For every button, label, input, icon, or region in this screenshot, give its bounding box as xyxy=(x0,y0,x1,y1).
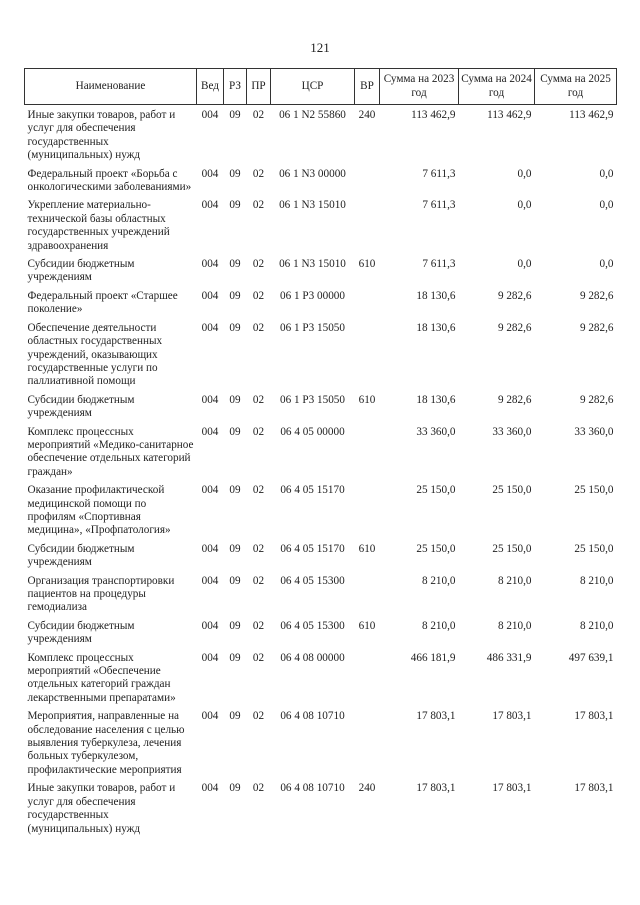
cell-sum-2024: 9 282,6 xyxy=(497,289,532,302)
cell-sum-2025: 9 282,6 xyxy=(579,289,614,302)
cell-pr: 02 xyxy=(252,619,265,632)
cell-sum-2025: 8 210,0 xyxy=(579,619,614,632)
cell-rz: 09 xyxy=(229,484,241,497)
cell-rz: 09 xyxy=(229,258,241,271)
table-row xyxy=(25,426,617,485)
cell-vr: 240 xyxy=(358,109,376,121)
cell-name: Субсидии бюджетным учреждениям xyxy=(27,258,135,284)
cell-rz: 09 xyxy=(229,199,241,212)
cell-sum-2024: 17 803,1 xyxy=(492,782,532,795)
cell-sum-2023: 18 130,6 xyxy=(416,289,456,302)
cell-sum-2024: 8 210,0 xyxy=(497,619,532,632)
cell-pr: 02 xyxy=(252,321,265,334)
table-row xyxy=(25,652,617,711)
table-row xyxy=(25,290,617,322)
cell-name: Организация транспортировки пациентов на процедуры гемодиализа xyxy=(27,574,175,614)
table-row xyxy=(25,710,617,782)
cell-sum-2023: 17 803,1 xyxy=(416,710,456,723)
table-row xyxy=(25,543,617,575)
cell-sum-2024: 25 150,0 xyxy=(492,542,532,555)
cell-name: Обеспечение деятельности областных государственных учреждений, оказывающих государственные услуги по паллиативной помощи xyxy=(27,321,163,388)
cell-rz: 09 xyxy=(229,574,241,587)
cell-csr: 06 4 05 15300 xyxy=(280,619,345,632)
cell-sum-2023: 18 130,6 xyxy=(416,393,456,406)
cell-rz: 09 xyxy=(229,710,241,723)
cell-name: Иные закупки товаров, работ и услуг для обеспечения государственных (муниципальных) нужд xyxy=(27,782,176,835)
cell-csr: 06 1 P3 15050 xyxy=(280,393,345,406)
cell-vr xyxy=(355,322,380,394)
cell-csr: 06 4 05 15300 xyxy=(280,574,345,587)
header-sum-2024: Сумма на 2024 год xyxy=(459,69,535,105)
cell-sum-2025: 17 803,1 xyxy=(574,710,614,723)
cell-name: Оказание профилактической медицинской помощи по профилям «Спортивная медицина», «Профпатология» xyxy=(27,484,171,537)
budget-table xyxy=(24,68,617,841)
page-number: 121 xyxy=(310,40,330,55)
table-header-row xyxy=(25,69,617,105)
cell-csr: 06 1 N3 00000 xyxy=(279,167,346,180)
table-row xyxy=(25,575,617,620)
cell-pr: 02 xyxy=(252,289,265,302)
cell-pr: 02 xyxy=(252,167,265,180)
cell-sum-2023: 113 462,9 xyxy=(411,109,456,121)
cell-name: Субсидии бюджетным учреждениям xyxy=(27,393,135,420)
cell-pr: 02 xyxy=(252,393,265,406)
cell-sum-2024: 9 282,6 xyxy=(497,321,532,334)
cell-csr: 06 4 08 10710 xyxy=(280,710,345,723)
cell-rz: 09 xyxy=(229,321,241,334)
cell-rz: 09 xyxy=(229,393,241,406)
cell-vr xyxy=(355,168,380,200)
cell-ved: 004 xyxy=(201,542,219,555)
cell-pr: 02 xyxy=(252,710,265,723)
cell-pr: 02 xyxy=(252,199,265,212)
cell-ved: 004 xyxy=(201,258,219,271)
cell-vr: 610 xyxy=(358,542,376,555)
cell-ved: 004 xyxy=(201,167,219,180)
cell-ved: 004 xyxy=(201,289,219,302)
cell-csr: 06 1 P3 00000 xyxy=(280,289,345,302)
cell-sum-2025: 0,0 xyxy=(599,199,614,212)
cell-ved: 004 xyxy=(201,619,219,632)
cell-ved: 004 xyxy=(201,574,219,587)
cell-ved: 004 xyxy=(201,425,219,438)
cell-vr xyxy=(355,290,380,322)
cell-rz: 09 xyxy=(229,109,241,121)
cell-name: Субсидии бюджетным учреждениям xyxy=(27,619,135,646)
cell-sum-2025: 9 282,6 xyxy=(579,321,614,334)
cell-vr xyxy=(355,575,380,620)
cell-pr: 02 xyxy=(252,484,265,497)
cell-sum-2025: 9 282,6 xyxy=(579,393,614,406)
cell-pr: 02 xyxy=(252,574,265,587)
cell-name: Укрепление материально-технической базы областных государственных учреждений здравоохранения xyxy=(27,199,170,252)
table-row xyxy=(25,620,617,652)
cell-vr: 610 xyxy=(358,258,376,271)
cell-name: Мероприятия, направленные на обследование населения с целью выявления туберкулеза, лечения больных туберкулезом, профилактические мероприятия xyxy=(27,710,185,776)
cell-vr xyxy=(355,710,380,782)
cell-ved: 004 xyxy=(201,710,219,723)
cell-vr: 240 xyxy=(358,782,376,795)
cell-name: Комплекс процессных мероприятий «Обеспечение отдельных категорий граждан лекарственными препаратами» xyxy=(27,651,176,704)
cell-rz: 09 xyxy=(229,289,241,302)
table-row xyxy=(25,199,617,258)
cell-sum-2024: 0,0 xyxy=(517,258,532,271)
table-row xyxy=(25,322,617,394)
cell-rz: 09 xyxy=(229,542,241,555)
cell-sum-2024: 33 360,0 xyxy=(492,425,532,438)
cell-ved: 004 xyxy=(201,782,219,795)
cell-pr: 02 xyxy=(252,542,265,555)
cell-name: Федеральный проект «Борьба с онкологическими заболеваниями» xyxy=(27,167,192,194)
table-row xyxy=(25,484,617,543)
cell-pr: 02 xyxy=(252,109,265,121)
cell-sum-2024: 25 150,0 xyxy=(492,484,532,497)
cell-vr xyxy=(355,484,380,543)
cell-sum-2023: 25 150,0 xyxy=(416,542,456,555)
cell-rz: 09 xyxy=(229,425,241,438)
cell-csr: 06 4 05 00000 xyxy=(280,425,345,438)
cell-sum-2023: 33 360,0 xyxy=(416,425,456,438)
cell-pr: 02 xyxy=(252,425,265,438)
cell-sum-2023: 8 210,0 xyxy=(421,619,456,632)
cell-sum-2024: 8 210,0 xyxy=(497,574,532,587)
cell-rz: 09 xyxy=(229,651,241,664)
table-row xyxy=(25,105,617,168)
header-sum-2023: Сумма на 2023 год xyxy=(380,69,459,105)
cell-sum-2023: 466 181,9 xyxy=(410,651,456,664)
header-name: Наименование xyxy=(25,69,197,105)
cell-sum-2024: 113 462,9 xyxy=(487,109,532,121)
cell-sum-2024: 486 331,9 xyxy=(486,651,532,664)
cell-sum-2025: 17 803,1 xyxy=(574,782,614,795)
cell-sum-2025: 0,0 xyxy=(599,258,614,271)
cell-csr: 06 4 08 00000 xyxy=(280,651,345,664)
cell-sum-2023: 17 803,1 xyxy=(416,782,456,795)
cell-csr: 06 4 08 10710 xyxy=(280,782,345,795)
cell-csr: 06 1 N3 15010 xyxy=(279,258,346,271)
cell-sum-2023: 7 611,3 xyxy=(422,199,456,212)
cell-sum-2025: 33 360,0 xyxy=(574,425,614,438)
cell-csr: 06 1 N2 55860 xyxy=(279,109,346,121)
cell-pr: 02 xyxy=(252,782,265,795)
cell-name: Субсидии бюджетным учреждениям xyxy=(27,542,135,569)
cell-vr xyxy=(355,426,380,485)
cell-ved: 004 xyxy=(201,393,219,406)
header-csr: ЦСР xyxy=(271,69,355,105)
cell-pr: 02 xyxy=(252,258,265,271)
cell-pr: 02 xyxy=(252,651,265,664)
cell-vr xyxy=(355,652,380,711)
header-pr: ПР xyxy=(247,69,271,105)
cell-sum-2023: 7 611,3 xyxy=(422,167,456,180)
header-ved: Вед xyxy=(197,69,224,105)
cell-csr: 06 4 05 15170 xyxy=(280,484,345,497)
cell-sum-2023: 8 210,0 xyxy=(421,574,456,587)
cell-csr: 06 1 P3 15050 xyxy=(280,321,345,334)
cell-sum-2024: 17 803,1 xyxy=(492,710,532,723)
header-sum-2025: Сумма на 2025 год xyxy=(535,69,617,105)
cell-sum-2025: 25 150,0 xyxy=(574,484,614,497)
cell-sum-2025: 25 150,0 xyxy=(574,542,614,555)
cell-sum-2023: 18 130,6 xyxy=(416,321,456,334)
cell-ved: 004 xyxy=(201,484,219,497)
table-row xyxy=(25,258,617,290)
cell-ved: 004 xyxy=(201,199,219,212)
cell-rz: 09 xyxy=(229,782,241,795)
cell-rz: 09 xyxy=(229,619,241,632)
cell-sum-2023: 7 611,3 xyxy=(422,258,456,271)
cell-csr: 06 4 05 15170 xyxy=(280,542,345,555)
cell-name: Комплекс процессных мероприятий «Медико-санитарное обеспечение отдельных категорий граждан» xyxy=(27,425,194,478)
cell-vr xyxy=(355,199,380,258)
cell-vr: 610 xyxy=(358,619,376,632)
table-row xyxy=(25,394,617,426)
cell-sum-2025: 497 639,1 xyxy=(568,651,614,664)
cell-csr: 06 1 N3 15010 xyxy=(279,199,346,212)
cell-rz: 09 xyxy=(229,167,241,180)
cell-ved: 004 xyxy=(201,321,219,334)
table-row xyxy=(25,168,617,200)
cell-sum-2025: 113 462,9 xyxy=(569,109,614,121)
cell-sum-2024: 9 282,6 xyxy=(497,393,532,406)
cell-name: Иные закупки товаров, работ и услуг для обеспечения государственных (муниципальных) нужд xyxy=(27,109,176,162)
header-rz: РЗ xyxy=(224,69,247,105)
cell-ved: 004 xyxy=(201,109,219,121)
cell-vr: 610 xyxy=(358,393,376,406)
header-vr: ВР xyxy=(355,69,380,105)
cell-name: Федеральный проект «Старшее поколение» xyxy=(27,289,178,316)
cell-sum-2025: 0,0 xyxy=(599,167,614,180)
cell-sum-2024: 0,0 xyxy=(517,199,532,212)
cell-ved: 004 xyxy=(201,651,219,664)
cell-sum-2025: 8 210,0 xyxy=(579,574,614,587)
cell-sum-2024: 0,0 xyxy=(517,167,532,180)
cell-sum-2023: 25 150,0 xyxy=(416,484,456,497)
table-row xyxy=(25,782,617,841)
